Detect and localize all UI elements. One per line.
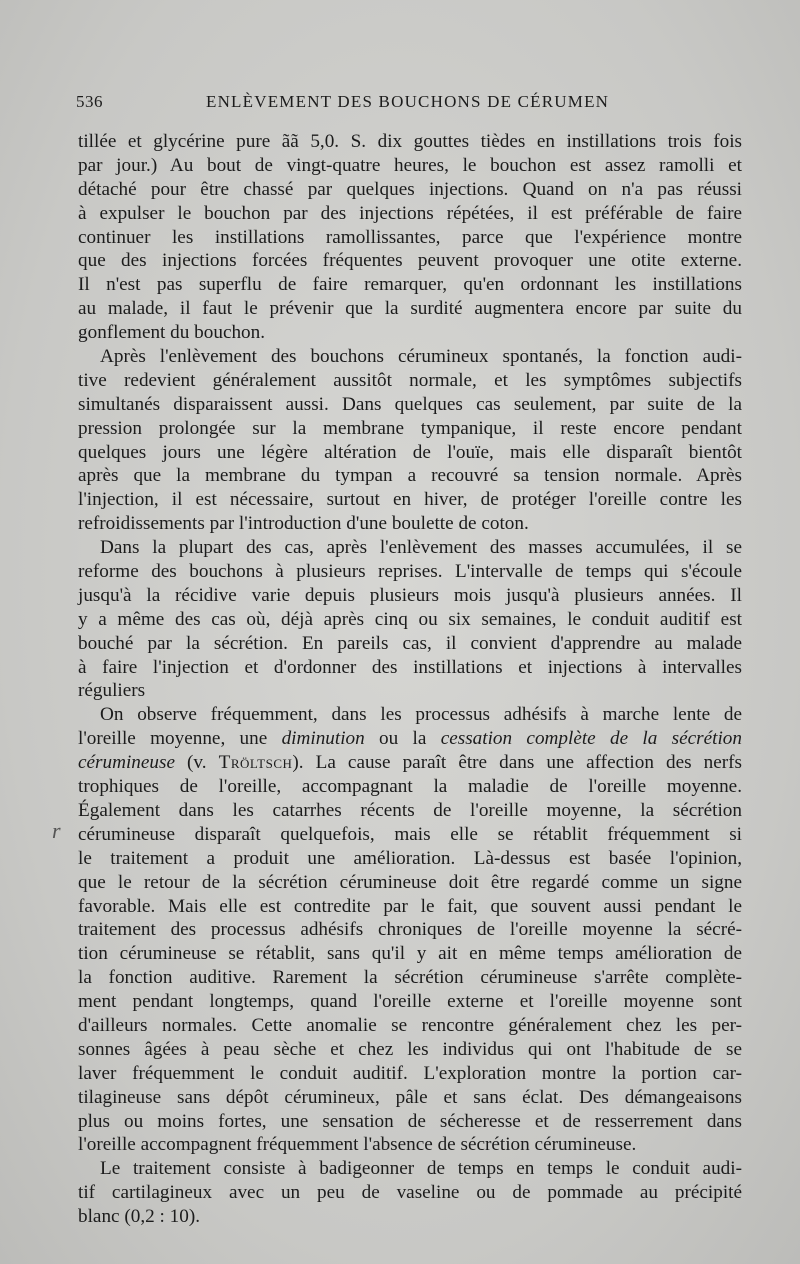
text-line: Le traitement consiste à badigeonner de temps en temps le conduit audi- xyxy=(100,1158,742,1180)
text-line: y a même des cas où, déjà après cinq ou six semaines, le conduit auditif est xyxy=(78,608,742,630)
body-text xyxy=(78,130,742,1229)
text-line: que des injections forcées fréquentes peuvent provoquer une otite externe. xyxy=(78,250,742,272)
text-line: laver fréquemment le conduit auditif. L'exploration montre la portion car- xyxy=(78,1062,742,1084)
text-line: jusqu'à la récidive varie depuis plusieurs mois jusqu'à plusieurs années. Il xyxy=(78,584,742,606)
text-line: le traitement a produit une amélioration. Là-dessus est basée l'opinion, xyxy=(78,847,742,869)
page-number: 536 xyxy=(76,92,103,111)
text-line: favorable. Mais elle est contredite par le fait, que souvent aussi pendant le xyxy=(78,895,742,917)
text-line: l'injection, il est nécessaire, surtout en hiver, de protéger l'oreille contre les xyxy=(78,489,742,511)
text-line: reforme des bouchons à plusieurs reprises. L'intervalle de temps qui s'écoule xyxy=(78,561,742,583)
text-line: ment pendant longtemps, quand l'oreille externe et l'oreille moyenne sont xyxy=(78,991,742,1013)
text-line: à faire l'injection et d'ordonner des instillations et injections à intervalles xyxy=(78,656,742,678)
text-line: continuer les instillations ramollissantes, parce que l'expérience montre xyxy=(78,226,742,248)
text-line: tif cartilagineux avec un peu de vaseline ou de pommade au précipité xyxy=(78,1182,742,1204)
text-line: simultanés disparaissent aussi. Dans quelques cas seulement, par suite de la xyxy=(78,393,742,415)
text-line: tillée et glycérine pure ãã 5,0. S. dix gouttes tièdes en instillations trois fois xyxy=(78,131,742,152)
text-line: refroidissements par l'introduction d'une boulette de coton. xyxy=(78,513,529,535)
running-title: ENLÈVEMENT DES BOUCHONS DE CÉRUMEN xyxy=(206,92,610,111)
text-line: trophiques de l'oreille, accompagnant la maladie de l'oreille moyenne. xyxy=(78,776,742,798)
text-line: réguliers xyxy=(78,680,146,702)
text-line: au malade, il faut le prévenir que la surdité augmentera encore par suite du xyxy=(78,298,742,320)
text-line: que le retour de la sécrétion cérumineuse doit être regardé comme un signe xyxy=(78,871,742,893)
text-line: blanc (0,2 : 10). xyxy=(78,1206,201,1228)
text-line: gonflement du bouchon. xyxy=(78,322,266,344)
text-line: à expulser le bouchon par des injections répétées, il est préférable de faire xyxy=(78,202,742,224)
text-line: Après l'enlèvement des bouchons cérumineux spontanés, la fonction audi- xyxy=(100,346,742,368)
text-line: tilagineuse sans dépôt cérumineux, pâle et sans éclat. Des démangeaisons xyxy=(78,1086,742,1108)
text-line: l'oreille accompagnent fréquemment l'absence de sécrétion cérumineuse. xyxy=(78,1134,637,1156)
text-line: d'ailleurs normales. Cette anomalie se rencontre généralement chez les per- xyxy=(78,1014,742,1036)
text-line: On observe fréquemment, dans les processus adhésifs à marche lente de xyxy=(100,704,742,726)
text-line: sonnes âgées à peau sèche et chez les individus qui ont l'habitude de se xyxy=(78,1038,742,1060)
margin-pencil-mark: r xyxy=(52,818,61,843)
text-line: tion cérumineuse se rétablit, sans qu'il y ait en même temps amélioration de xyxy=(78,943,742,965)
text-line: bouché par la sécrétion. En pareils cas, il convient d'apprendre au malade xyxy=(78,632,742,654)
text-line: cérumineuse (v. Tröltsch). La cause paraît être dans une affection des nerfs xyxy=(78,752,742,774)
text-line: plus ou moins fortes, une sensation de sécheresse et de resserrement dans xyxy=(78,1110,742,1132)
text-line: après que la membrane du tympan a recouvré sa tension normale. Après xyxy=(78,465,742,487)
text-line: la fonction auditive. Rarement la sécrétion cérumineuse s'arrête complète- xyxy=(78,967,742,989)
text-line: détaché pour être chassé par quelques injections. Quand on n'a pas réussi xyxy=(78,178,742,200)
text-line: pression prolongée sur la membrane tympanique, il reste encore pendant xyxy=(78,417,742,439)
text-line: Dans la plupart des cas, après l'enlèvement des masses accumulées, il se xyxy=(100,537,742,559)
page-header xyxy=(76,92,756,120)
text-line: cérumineuse disparaît quelquefois, mais elle se rétablit fréquemment si xyxy=(78,823,742,845)
text-line: l'oreille moyenne, une diminution ou la cessation complète de la sécrétion xyxy=(78,728,742,750)
text-line: traitement des processus adhésifs chroniques de l'oreille moyenne la sécré- xyxy=(78,919,742,941)
text-line: tive redevient généralement aussitôt normale, et les symptômes subjectifs xyxy=(78,369,742,391)
text-line: Également dans les catarrhes récents de l'oreille moyenne, la sécrétion xyxy=(78,799,742,821)
text-line: par jour.) Au bout de vingt-quatre heures, le bouchon est assez ramolli et xyxy=(78,154,742,176)
text-line: quelques jours une légère altération de l'ouïe, mais elle disparaît bientôt xyxy=(78,441,742,463)
text-line: Il n'est pas superflu de faire remarquer, qu'en ordonnant les instillations xyxy=(78,274,742,296)
